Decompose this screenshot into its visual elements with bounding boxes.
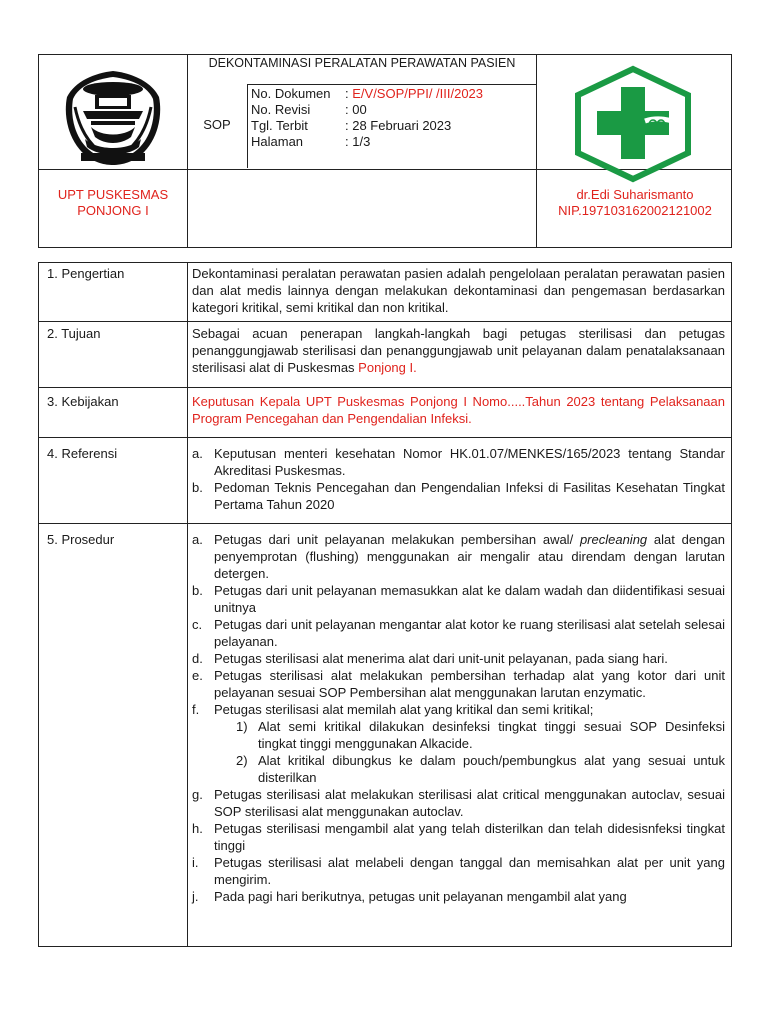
meta-row-page xyxy=(251,134,370,150)
list-item: a. Keputusan menteri kesehatan Nomor HK.01.07/MENKES/165/2023 tentang Standar Akreditasi Puskesmas. xyxy=(192,446,725,478)
head-signature-block xyxy=(537,187,733,219)
tujuan-text xyxy=(192,325,725,376)
unit-line: PONJONG I xyxy=(77,203,149,218)
list-item: i. Petugas sterilisasi alat melabeli dengan tanggal dan memisahkan alat per unit yang mengirim. xyxy=(192,855,725,887)
row-divider xyxy=(39,523,731,524)
referensi-list xyxy=(192,445,725,513)
section-label-prosedur: 5. Prosedur xyxy=(47,532,115,547)
unit-line: UPT PUSKESMAS xyxy=(57,187,169,202)
meta-row-revision xyxy=(251,102,367,118)
list-item: d. Petugas sterilisasi alat menerima alat dari unit-unit pelayanan, pada siang hari. xyxy=(192,651,668,666)
puskesmas-unit-name xyxy=(39,187,187,219)
section-label-tujuan: 2. Tujuan xyxy=(47,326,101,341)
tujuan-red-text: Ponjong I. xyxy=(358,360,417,375)
meta-sep: : xyxy=(345,118,353,133)
meta-row-issue-date xyxy=(251,118,451,134)
sop-content-table xyxy=(38,262,732,947)
meta-sep: : xyxy=(345,102,353,117)
meta-sep: : xyxy=(345,134,353,149)
meta-row-document-number xyxy=(251,86,483,102)
prosedur-list xyxy=(192,531,725,905)
sub-list-item: 1) Alat semi kritikal dilakukan desinfeksi tingkat tinggi sesuai SOP Desinfeksi tingkat tinggi menggunakan Alkacide. xyxy=(236,719,725,751)
meta-key: Halaman xyxy=(251,134,304,149)
list-item: b. Pedoman Teknis Pencegahan dan Pengendalian Infeksi di Fasilitas Kesehatan Tingkat Pertama Tahun 2020 xyxy=(192,480,725,512)
list-item: a. Petugas dari unit pelayanan melakukan pembersihan awal/ precleaning alat dengan penyemprotan (flushing) menggunakan air mengalir atau direndam dengan larutan detergen. xyxy=(192,532,725,581)
document-title: DEKONTAMINASI PERALATAN PERAWATAN PASIEN xyxy=(208,56,516,70)
column-divider xyxy=(187,263,188,946)
sub-list-item: 2) Alat kritikal dibungkus ke dalam pouch/pembungkus alat yang sesuai untuk disterilkan xyxy=(236,753,725,785)
list-item: f. Petugas sterilisasi alat memilah alat yang kritikal dan semi kritikal; xyxy=(192,702,594,717)
list-item: b. Petugas dari unit pelayanan memasukkan alat ke dalam wadah dan diidentifikasi sesuai unitnya xyxy=(192,583,725,615)
section-label-referensi: 4. Referensi xyxy=(47,446,118,461)
page-number: 1/3 xyxy=(352,134,371,149)
list-item: c. Petugas dari unit pelayanan mengantar alat kotor ke ruang sterilisasi alat setelah selesai pelayanan. xyxy=(192,617,725,649)
head-nip: NIP.197103162002121002 xyxy=(558,203,712,218)
sop-label: SOP xyxy=(203,117,231,132)
list-item: j. Pada pagi hari berikutnya, petugas unit pelayanan mengambil alat yang xyxy=(192,889,627,904)
list-item: e. Petugas sterilisasi alat melakukan pembersihan terhadap alat yang kotor dari unit pelayanan sesuai SOP Pembersihan alat menggunakan larutan enzymatic. xyxy=(192,668,725,700)
regional-coat-of-arms-logo xyxy=(61,67,165,167)
tujuan-body: Sebagai acuan penerapan langkah-langkah bagi petugas sterilisasi dan petugas penanggungjawab sterilisasi dan penanggungjawab unit pelayanan dalam penatalaksanaan sterilisasi alat di Puskesmas xyxy=(192,326,725,375)
row-divider xyxy=(39,437,731,438)
meta-sep: : xyxy=(345,86,353,101)
puskesmas-green-cross-logo xyxy=(571,65,695,183)
italic-term: precleaning xyxy=(579,532,648,547)
kebijakan-text: Keputusan Kepala UPT Puskesmas Ponjong I Nomo.....Tahun 2023 tentang Pelaksanaan Program Pencegahan dan Pengendalian Infeksi. xyxy=(192,394,725,426)
row-divider xyxy=(39,321,731,322)
pengertian-text: Dekontaminasi peralatan perawatan pasien adalah pengelolaan peralatan perawatan pasien dan alat medis lainnya dengan melakukan dekontaminasi dan pengemasan berdasarkan kategori kritikal, semi kritikal dan non kritikal. xyxy=(192,266,725,315)
issue-date: 28 Februari 2023 xyxy=(352,118,452,133)
revision-number: 00 xyxy=(352,102,367,117)
section-label-pengertian: 1. Pengertian xyxy=(47,266,125,281)
document-number: E/V/SOP/PPI/ /III/2023 xyxy=(352,86,484,101)
meta-key: No. Dokumen xyxy=(251,86,331,101)
meta-key: Tgl. Terbit xyxy=(251,118,308,133)
list-item: g. Petugas sterilisasi alat melakukan sterilisasi alat critical menggunakan autoclav, sesuai SOP sterilisasi alat menggunakan autoclav. xyxy=(192,787,725,819)
meta-key: No. Revisi xyxy=(251,102,311,117)
head-name: dr.Edi Suharismanto xyxy=(576,187,694,202)
document-header-table xyxy=(38,54,732,248)
row-divider xyxy=(39,387,731,388)
list-item: h. Petugas sterilisasi mengambil alat yang telah disterilkan dan telah didesisnfeksi tingkat tinggi xyxy=(192,821,725,853)
header-divider xyxy=(247,84,536,85)
header-divider xyxy=(187,55,188,247)
header-divider xyxy=(247,84,248,168)
section-label-kebijakan: 3. Kebijakan xyxy=(47,394,119,409)
